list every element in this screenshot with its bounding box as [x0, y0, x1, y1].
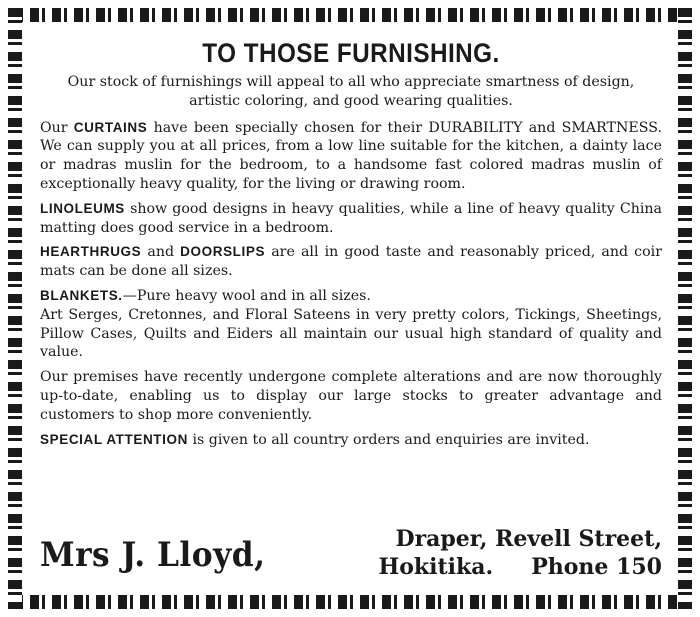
blankets-more-text: Art Serges, Cretonnes, and Floral Sateens in very pretty colors, Tickings, Sheetings, Pillow Cases, Quilts and Eiders all maintain our usual high standard of quality and value.	[40, 306, 662, 361]
proprietor-name: Mrs J. Lloyd,	[40, 535, 266, 575]
linoleums-text: show good designs in heavy qualities, while a line of heavy quality China matting does good service in a bedroom.	[40, 200, 663, 236]
headline: TO THOSE FURNISHING.	[202, 38, 500, 68]
decorative-border-right	[678, 8, 692, 609]
hearthrugs-joiner: and	[147, 244, 175, 261]
hearthrugs-keyword: HEARTHRUGS	[40, 244, 142, 260]
phone-number: Phone 150	[531, 554, 662, 580]
intro-paragraph: Our stock of furnishings will appeal to all who appreciate smartness of design, artistic coloring, and good wearing qualities.	[67, 74, 635, 109]
advertisement-body	[40, 30, 662, 587]
special-attention-paragraph	[40, 431, 662, 450]
blankets-keyword: BLANKETS.	[40, 287, 123, 303]
curtains-text: have been specially chosen for their DURABILITY and SMARTNESS. We can supply you at all prices, from a low line suitable for the kitchen, a dainty lace or madras muslin for the bedroom, to a handsome fast colored madras muslin of exceptionally heavy quality, for the living or drawing room.	[40, 119, 662, 192]
decorative-border-bottom	[8, 595, 692, 609]
hearthrugs-text: are all in good taste and reasonably priced, and coir mats can be done all sizes.	[40, 244, 662, 280]
special-attention-keyword: SPECIAL ATTENTION	[40, 431, 188, 447]
curtains-lead: Our	[40, 119, 68, 136]
hearthrugs-paragraph	[40, 243, 662, 281]
curtains-paragraph	[40, 119, 662, 194]
blankets-text: —Pure heavy wool and in all sizes.	[122, 287, 371, 304]
special-attention-text: is given to all country orders and enquiries are invited.	[192, 431, 590, 448]
decorative-border-left	[8, 8, 22, 609]
address-block	[340, 525, 662, 581]
blankets-paragraph	[40, 287, 662, 362]
premises-paragraph: Our premises have recently undergone complete alterations and are now thoroughly up-to-date, enabling us to display our large stocks to greater advantage and customers to shop more conveniently.	[40, 369, 662, 423]
doorslips-keyword: DOORSLIPS	[180, 244, 266, 260]
linoleums-keyword: LINOLEUMS	[40, 200, 125, 216]
decorative-border-top	[8, 8, 692, 22]
signature-block	[40, 525, 662, 587]
linoleums-paragraph	[40, 200, 662, 238]
curtains-keyword: CURTAINS	[73, 119, 148, 135]
address-line: Draper, Revell Street,	[395, 526, 662, 552]
town: Hokitika.	[378, 554, 494, 580]
